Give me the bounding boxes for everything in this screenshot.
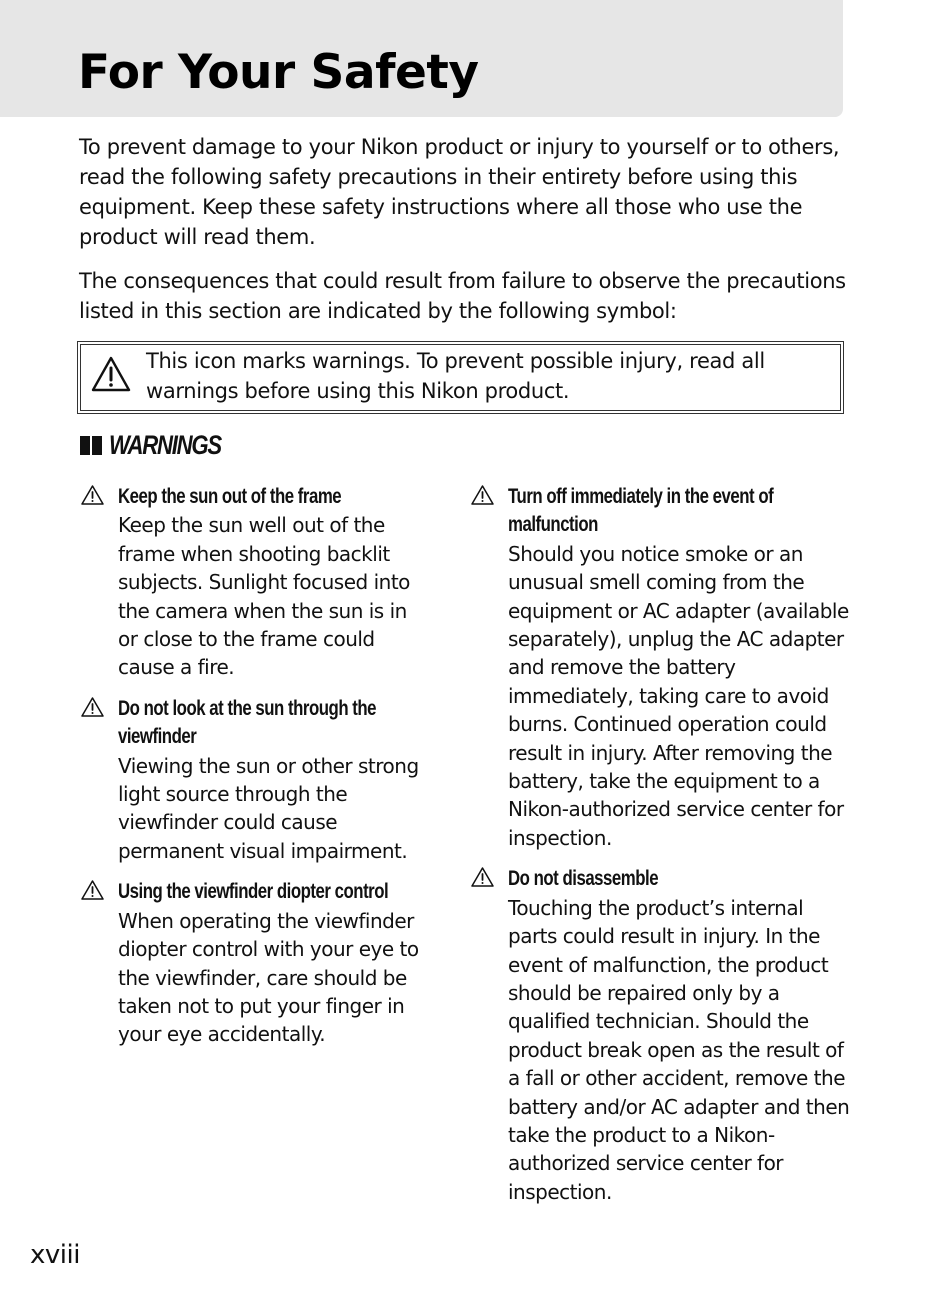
warning-heading-continued: viewfinder	[118, 725, 197, 749]
warning-item	[80, 695, 420, 865]
warning-symbol-notice	[77, 341, 844, 414]
notice-text: This icon marks warnings. To prevent possible injury, read all warnings before using this Nikon product.	[146, 349, 765, 403]
warnings-column-left	[80, 483, 420, 1062]
warning-body: Keep the sun well out of the frame when shooting backlit subjects. Sunlight focused into the camera when the sun is in or close to the frame could cause a fire.	[118, 513, 410, 680]
title-band	[0, 0, 843, 117]
warning-body: When operating the viewfinder diopter control with your eye to the viewfinder, care should be taken not to put your finger in your eye accidentally.	[118, 908, 419, 1047]
intro-paragraph-2: The consequences that could result from failure to observe the precautions listed in this section are indicated by the following symbol:	[79, 269, 846, 323]
warning-triangle-icon	[470, 484, 495, 506]
section-marker-square	[80, 436, 90, 455]
warning-body: Viewing the sun or other strong light source through the viewfinder could cause permanent visual impairment.	[118, 753, 419, 863]
warning-triangle-icon	[90, 355, 132, 393]
section-title: WARNINGS	[109, 430, 221, 460]
intro-paragraph-1: To prevent damage to your Nikon product or injury to yourself or to others, read the following safety precautions in their entirety before using this equipment. Keep these safety instructions where all those who use the product will read them.	[79, 135, 840, 249]
warning-heading-continued: malfunction	[508, 513, 598, 537]
warning-heading: Using the viewfinder diopter control	[118, 880, 389, 904]
section-marker-square	[92, 436, 102, 455]
warning-heading: Do not look at the sun through the	[118, 696, 377, 720]
warning-heading: Do not disassemble	[508, 867, 659, 891]
notice-inner-border	[80, 344, 841, 411]
warning-item	[80, 483, 420, 682]
warning-item	[470, 483, 850, 852]
warning-triangle-icon	[80, 484, 105, 506]
warning-heading: Turn off immediately in the event of	[508, 485, 774, 508]
warning-body: Touching the product’s internal parts could result in injury. In the event of malfunction, the product should be repaired only by a qualified technician. Should the product break open as the result of a fall or other accident, remove the battery and/or AC adapter and then take the product to a Nikon-authorized service center for inspection.	[508, 895, 850, 1204]
warning-triangle-icon	[80, 879, 105, 901]
warning-item	[80, 878, 420, 1048]
warning-triangle-icon	[470, 866, 495, 888]
warnings-column-right	[470, 483, 850, 1219]
warning-item	[470, 865, 850, 1206]
warning-body: Should you notice smoke or an unusual smell coming from the equipment or AC adapter (available separately), unplug the AC adapter and remove the battery immediately, taking care to avoid burns. Continued operation could result in injury. After removing the battery, take the equipment to a Nikon-authorized service center for inspection.	[508, 541, 849, 850]
page-number: xviii	[30, 1240, 80, 1270]
warning-heading: Keep the sun out of the frame	[118, 485, 342, 508]
page-title: For Your Safety	[78, 45, 479, 100]
warning-triangle-icon	[80, 696, 105, 718]
